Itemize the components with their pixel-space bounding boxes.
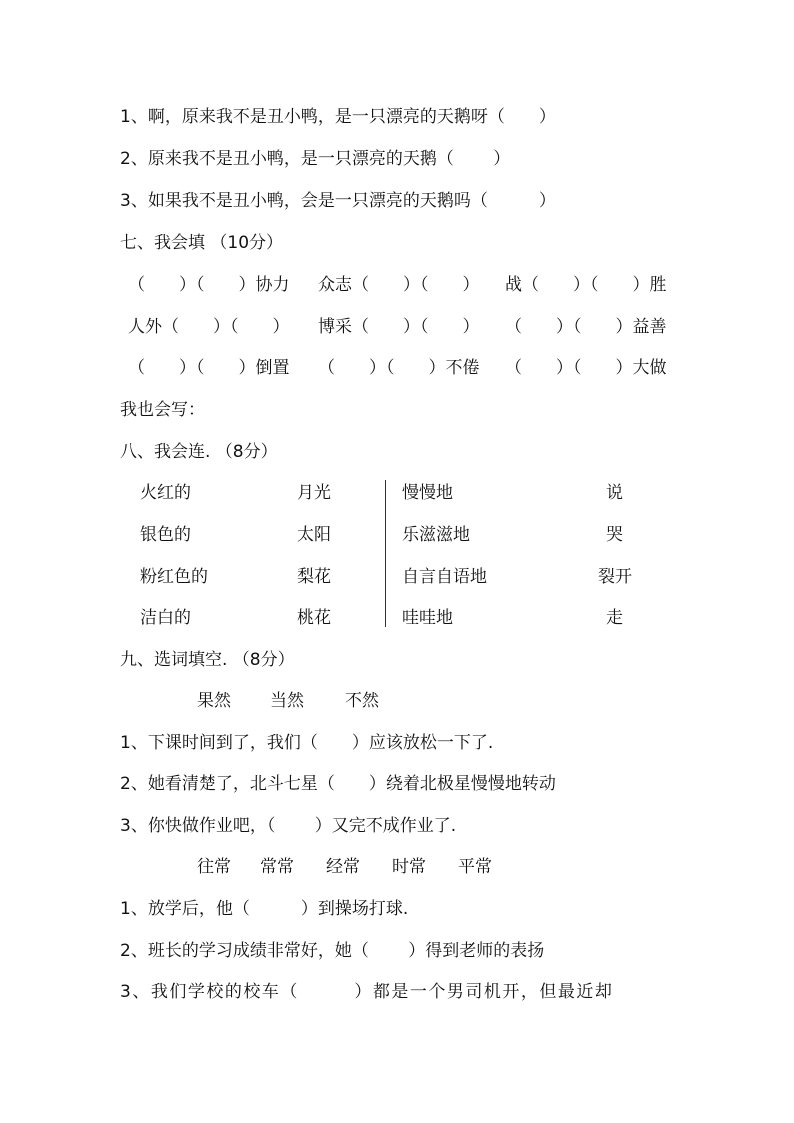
idiom-r1-c2: 众志（ ）（ ） (318, 275, 480, 295)
section-8-heading: 八、我会连. （8分） (120, 442, 278, 462)
write-label: 我也会写： (120, 400, 205, 420)
word-choice-2-5: 平常 (458, 857, 492, 877)
match-left-a-1: 火红的 (140, 483, 191, 503)
sentence-1: 1、啊，原来我不是丑小鸭，是一只漂亮的天鹅呀（ ） (120, 107, 556, 127)
match-right-b-1: 说 (606, 483, 623, 503)
word-choice-1-1: 果然 (197, 691, 231, 711)
idiom-r2-c3: （ ）（ ）益善 (505, 317, 667, 337)
match-right-b-3: 裂开 (598, 567, 632, 587)
idiom-r1-c3: 战（ ）（ ）胜 (505, 275, 667, 295)
match-right-a-4: 哇哇地 (402, 608, 453, 628)
idiom-r1-c1: （ ）（ ）协力 (128, 275, 290, 295)
match-right-b-2: 哭 (606, 525, 623, 545)
sentence-3: 3、如果我不是丑小鸭，会是一只漂亮的天鹅吗（ ） (120, 191, 556, 211)
fill-1-2: 2、她看清楚了，北斗七星（ ）绕着北极星慢慢地转动 (120, 774, 556, 794)
word-choice-1-3: 不然 (345, 691, 379, 711)
match-left-b-1: 月光 (297, 483, 331, 503)
idiom-r3-c3: （ ）（ ）大做 (505, 358, 667, 378)
word-choice-1-2: 当然 (270, 691, 304, 711)
fill-1-3: 3、你快做作业吧，（ ）又完不成作业了. (120, 816, 457, 836)
match-right-a-3: 自言自语地 (402, 567, 487, 587)
word-choice-2-2: 常常 (260, 857, 294, 877)
match-right-a-1: 慢慢地 (402, 483, 453, 503)
idiom-r3-c1: （ ）（ ）倒置 (128, 358, 290, 378)
match-left-b-4: 桃花 (297, 608, 331, 628)
idiom-r2-c1: 人外（ ）（ ） (128, 317, 290, 337)
sentence-2: 2、原来我不是丑小鸭，是一只漂亮的天鹅（ ） (120, 149, 511, 169)
match-left-a-4: 洁白的 (140, 608, 191, 628)
word-choice-2-3: 经常 (326, 857, 360, 877)
match-left-a-3: 粉红色的 (140, 567, 208, 587)
match-left-a-2: 银色的 (140, 525, 191, 545)
match-left-b-2: 太阳 (297, 525, 331, 545)
word-choice-2-4: 时常 (392, 857, 426, 877)
fill-2-3: 3、我们学校的校车（ ）都是一个男司机开，但最近却 (120, 982, 614, 1002)
match-divider (385, 480, 386, 627)
fill-1-1: 1、下课时间到了，我们（ ）应该放松一下了. (120, 733, 494, 753)
fill-2-2: 2、班长的学习成绩非常好，她（ ）得到老师的表扬 (120, 941, 545, 961)
section-7-heading: 七、我会填 （10分） (120, 233, 284, 253)
word-choice-2-1: 往常 (197, 857, 231, 877)
fill-2-1: 1、放学后，他（ ）到操场打球. (120, 899, 409, 919)
match-right-b-4: 走 (606, 608, 623, 628)
idiom-r3-c2: （ ）（ ）不倦 (318, 358, 480, 378)
match-right-a-2: 乐滋滋地 (402, 525, 470, 545)
section-9-heading: 九、选词填空. （8分） (120, 650, 295, 670)
idiom-r2-c2: 博采（ ）（ ） (318, 317, 480, 337)
match-left-b-3: 梨花 (297, 567, 331, 587)
